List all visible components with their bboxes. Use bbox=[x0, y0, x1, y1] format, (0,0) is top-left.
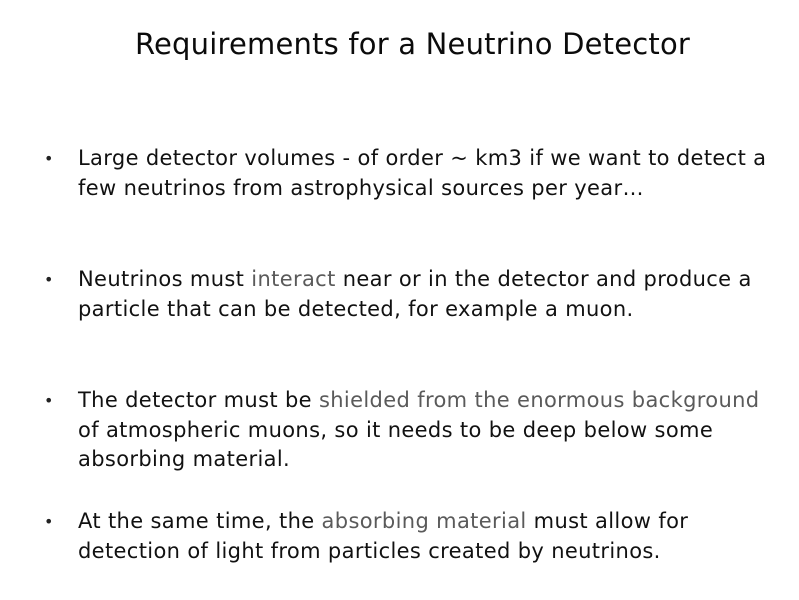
bullet-text-segment: Large detector volumes - of order ~ km3 if we want to detect a few neutrinos from astrophysical sources per year… bbox=[78, 146, 767, 200]
bullet-text-segment: Neutrinos must bbox=[78, 267, 252, 291]
highlighted-term-interact: interact bbox=[251, 267, 336, 291]
bullet-dot-icon: • bbox=[44, 149, 54, 168]
bullet-text bbox=[78, 144, 768, 203]
bullet-dot-icon: • bbox=[44, 512, 54, 531]
bullet-text-segment: of atmospheric muons, so it needs to be deep below some absorbing material. bbox=[78, 417, 714, 471]
slide-title: Requirements for a Neutrino Detector bbox=[134, 27, 691, 61]
bullet-text bbox=[78, 507, 768, 566]
bullet-text-segment: must allow for detection of light from particles created by neutrinos. bbox=[78, 509, 689, 563]
bullet-text-segment: The detector must be bbox=[78, 388, 319, 412]
bullet-text bbox=[78, 265, 768, 324]
bullet-text-segment: near or in the detector and produce a particle that can be detected, for example a muon. bbox=[78, 267, 752, 321]
highlighted-term-absorbing: absorbing material bbox=[321, 509, 527, 533]
bullet-text bbox=[78, 386, 768, 475]
bullet-dot-icon: • bbox=[44, 391, 54, 410]
highlighted-term-shielded: shielded from the enormous background bbox=[318, 388, 760, 412]
bullet-dot-icon: • bbox=[44, 270, 54, 289]
bullet-text-segment: At the same time, the bbox=[78, 509, 322, 533]
